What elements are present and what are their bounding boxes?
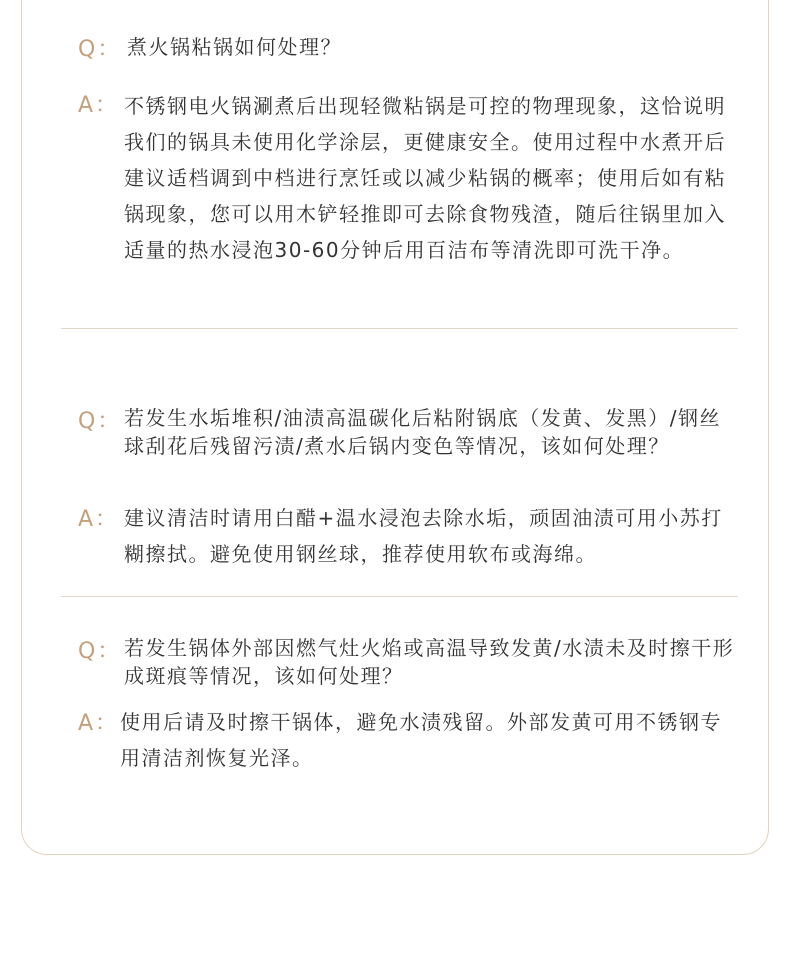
answer-prefix: A：	[78, 711, 120, 736]
question-text: 若发生水垢堆积/油渍高温碳化后粘附锅底（发黄、发黑）/钢丝球刮花后残留污渍/煮水后锅内变色等情况，该如何处理？	[124, 406, 721, 458]
question-prefix: Q：	[78, 409, 122, 434]
question-prefix: Q：	[78, 639, 122, 664]
answer-prefix: A：	[78, 93, 120, 118]
divider	[61, 328, 738, 329]
question-prefix: Q：	[78, 37, 122, 62]
divider	[61, 596, 738, 597]
answer-text: 建议清洁时请用白醋+温水浸泡去除水垢，顽固油渍可用小苏打糊擦拭。避免使用钢丝球，推荐使用软布或海绵。	[124, 506, 723, 566]
answer-prefix: A：	[78, 507, 120, 532]
question-text: 煮火锅粘锅如何处理？	[127, 35, 342, 59]
answer-text: 不锈钢电火锅涮煮后出现轻微粘锅是可控的物理现象，这恰说明我们的锅具未使用化学涂层，更健康安全。使用过程中水煮开后建议适档调到中档进行烹饪或以减少粘锅的概率；使用后如有粘锅现象，您可以用木铲轻推即可去除食物残渣，随后往锅里加入适量的热水浸泡30-60分钟后用百洁布等清洗即可洗干净。	[124, 94, 726, 262]
question-text: 若发生锅体外部因燃气灶火焰或高温导致发黄/水渍未及时擦干形成斑痕等情况，该如何处理？	[124, 636, 735, 688]
answer-text: 使用后请及时擦干锅体，避免水渍残留。外部发黄可用不锈钢专用清洁剂恢复光泽。	[120, 710, 722, 770]
